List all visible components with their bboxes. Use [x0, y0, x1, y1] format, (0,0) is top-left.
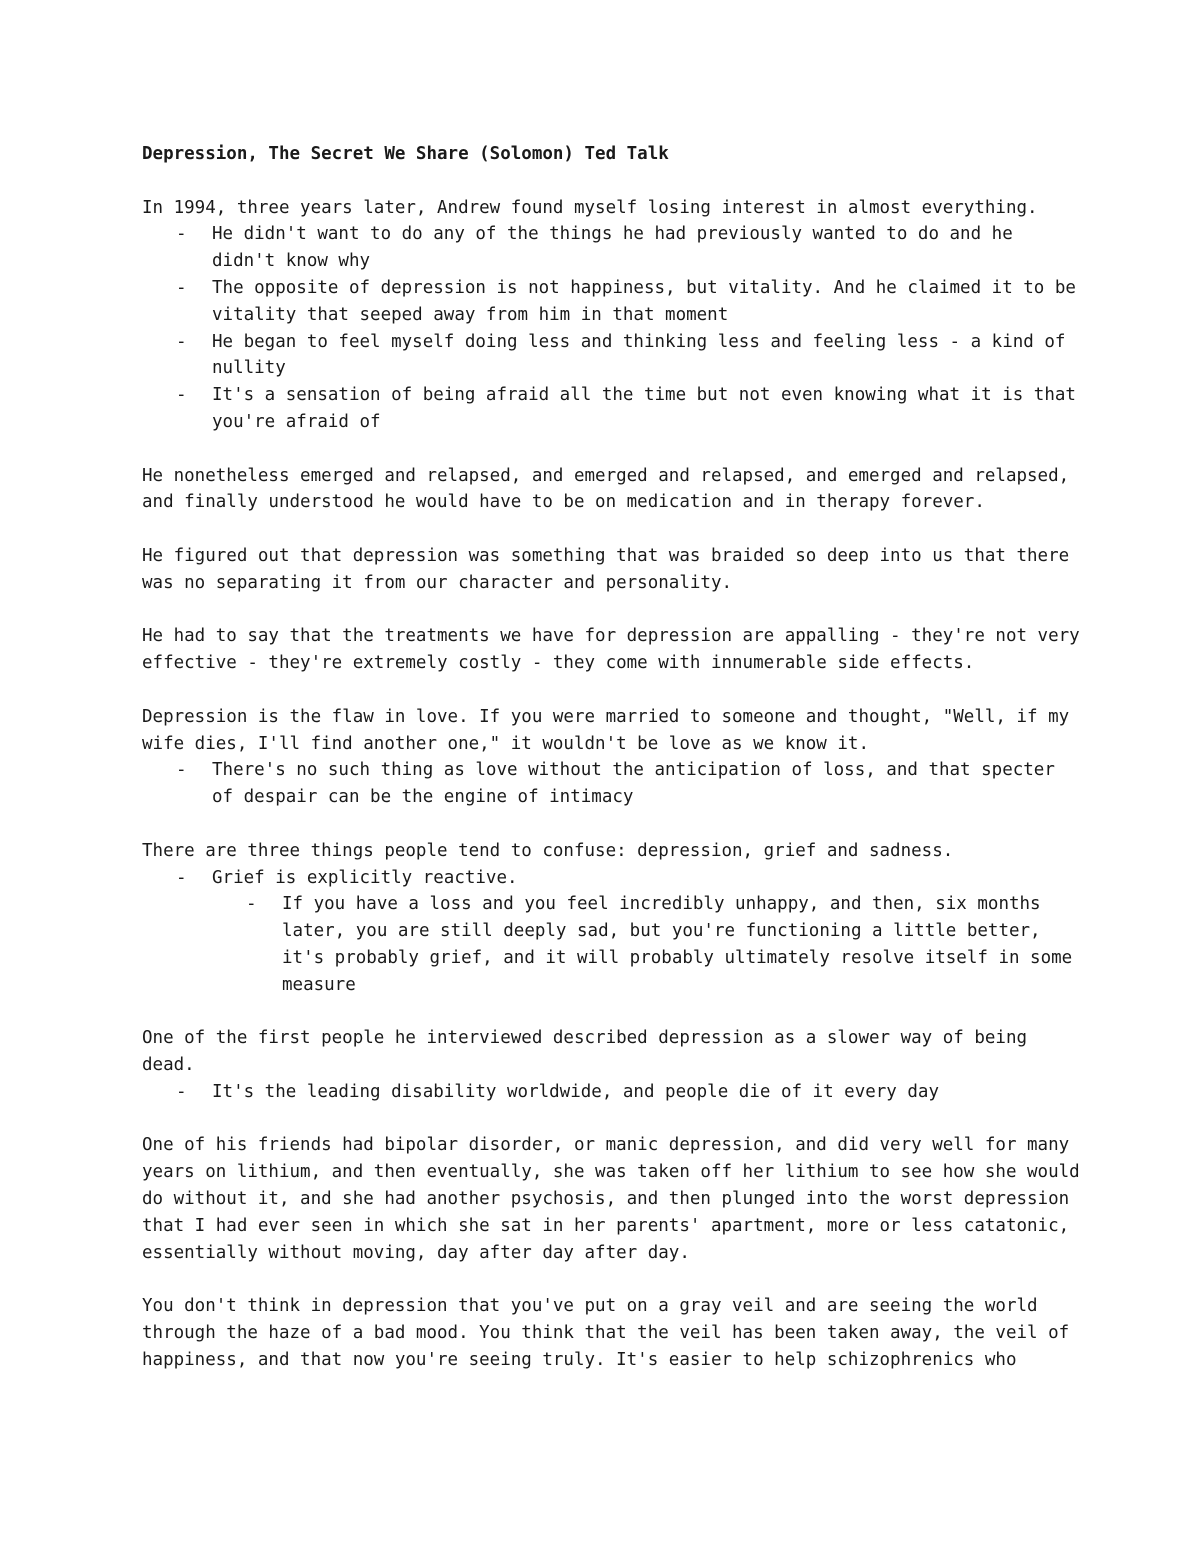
list-item: - It's the leading disability worldwide, and people die of it every day: [142, 1079, 1082, 1106]
paragraph-flaw-in-love: Depression is the flaw in love. If you were married to someone and thought, "Well, if my wife dies, I'll find another one," it wouldn't be love as we know it.: [142, 706, 1070, 754]
bullet-list-grief: [142, 865, 1082, 999]
document-title: Depression, The Secret We Share (Solomon) Ted Talk: [142, 144, 669, 164]
list-item: - If you have a loss and you feel incredibly unhappy, and then, six months later, you are still deeply sad, but you're functioning a little better, it's probably grief, and it will probably ultimately resolve itself in some measure: [212, 891, 1082, 998]
paragraph-treatments: He had to say that the treatments we have for depression are appalling - they're not very effective - they're extremely costly - they come with innumerable side effects.: [142, 626, 1080, 674]
paragraph-relapsed: He nonetheless emerged and relapsed, and emerged and relapsed, and emerged and relapsed, and finally understood he would have to be on medication and in therapy forever.: [142, 465, 1070, 513]
bullet-list-1994: [142, 221, 1082, 435]
nested-bullet-list: [212, 891, 1082, 998]
bullet-list-love: [142, 757, 1082, 811]
paragraph-three-things: There are three things people tend to confuse: depression, grief and sadness.: [142, 840, 954, 861]
document-page: [142, 141, 1082, 1374]
list-item: - It's a sensation of being afraid all the time but not even knowing what it is that you're afraid of: [142, 382, 1082, 436]
list-item: - The opposite of depression is not happiness, but vitality. And he claimed it to be vitality that seeped away from him in that moment: [142, 275, 1082, 329]
paragraph-slower-way: One of the first people he interviewed described depression as a slower way of being dead.: [142, 1028, 1028, 1076]
bullet-list-disability: [142, 1079, 1082, 1106]
list-item: [142, 865, 1082, 999]
list-item: - There's no such thing as love without the anticipation of loss, and that specter of despair can be the engine of intimacy: [142, 757, 1082, 811]
paragraph-bipolar-friend: One of his friends had bipolar disorder, or manic depression, and did very well for many years on lithium, and then eventually, she was taken off her lithium to see how she would do without it, and she had another psychosis, and then plunged into the worst depression that I had ever seen in which she sat in her parents' apartment, more or less catatonic, essentially without moving, day after day after day.: [142, 1135, 1080, 1263]
paragraph-braided: He figured out that depression was something that was braided so deep into us that there was no separating it from our character and personality.: [142, 545, 1070, 593]
list-item: - He didn't want to do any of the things he had previously wanted to do and he didn't know why: [142, 221, 1082, 275]
paragraph-1994: In 1994, three years later, Andrew found myself losing interest in almost everything.: [142, 197, 1038, 218]
list-item-text: Grief is explicitly reactive.: [212, 867, 518, 888]
paragraph-gray-veil: You don't think in depression that you've put on a gray veil and are seeing the world through the haze of a bad mood. You think that the veil has been taken away, the veil of happiness, and that now you're seeing truly. It's easier to help schizophrenics who: [142, 1296, 1070, 1370]
list-item: - He began to feel myself doing less and thinking less and feeling less - a kind of nullity: [142, 329, 1082, 383]
